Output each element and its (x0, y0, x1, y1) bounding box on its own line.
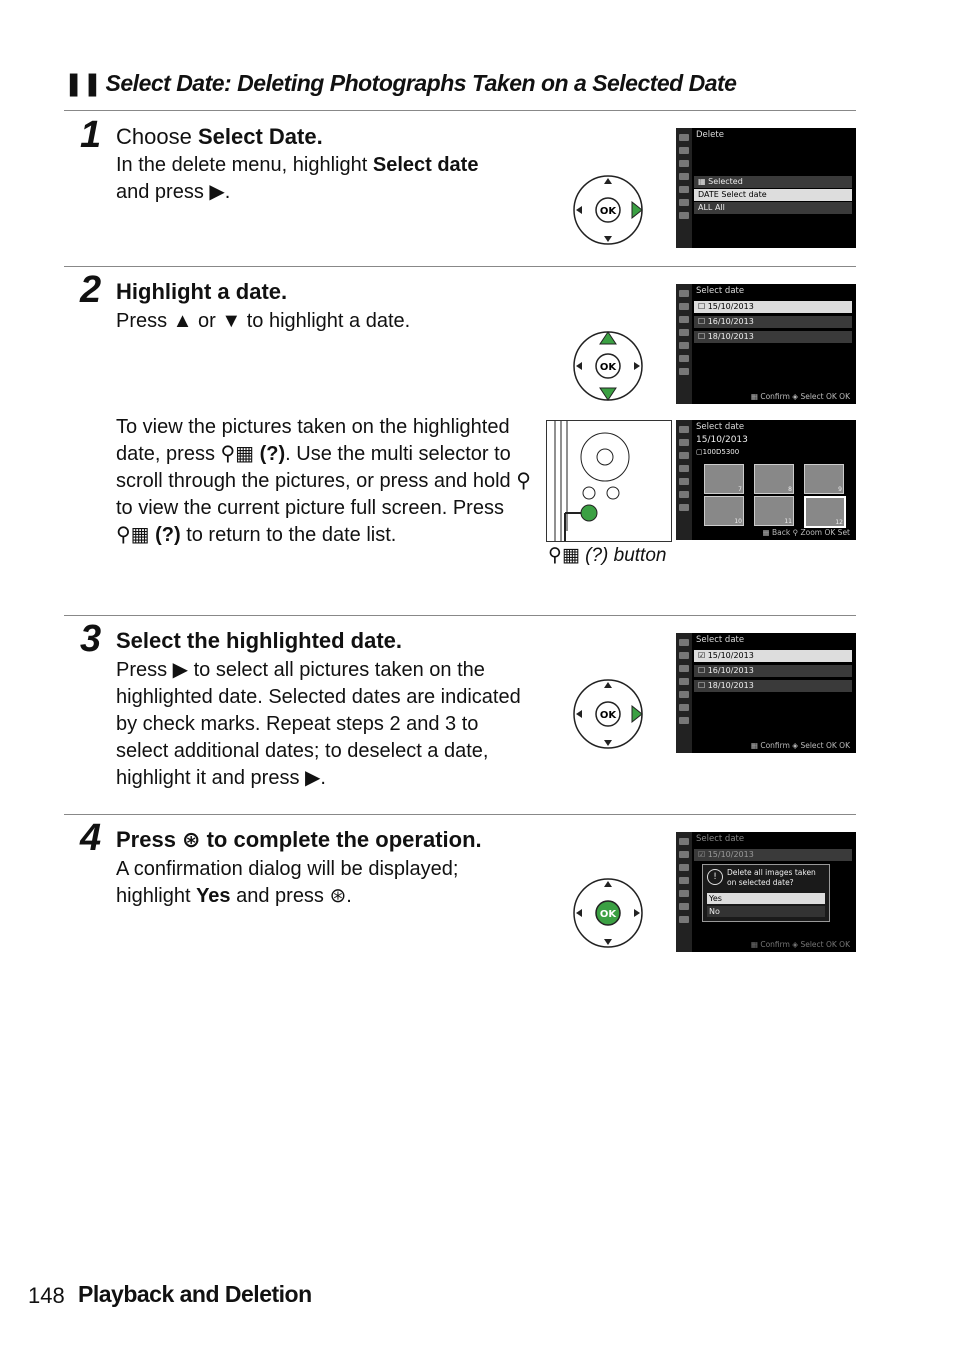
step-4-text: A confirmation dialog will be displayed; highlight Yes and press ⊛. (116, 858, 459, 907)
menu-tab-icons (676, 128, 692, 248)
ok-label: OK (599, 710, 617, 721)
lcd-date-row: ☐ 16/10/2013 (694, 316, 852, 328)
page-number: 148 (28, 1283, 65, 1308)
step-1-title-prefix: Choose (116, 124, 198, 149)
lcd-select-date-list (676, 284, 856, 404)
multi-selector-right-icon (572, 678, 644, 750)
step-1-text-c: and press ▶. (116, 181, 231, 203)
step-1-text-b: Select date (372, 154, 479, 176)
warning-icon: ! (707, 869, 723, 885)
section-title: Select Date: Deleting Photographs Taken on a Selected Date (105, 70, 737, 96)
lcd-footer: ▦ Confirm ◈ Select OK OK (750, 741, 850, 750)
menu-tab-icons (676, 832, 692, 952)
lcd-title: Select date (696, 834, 745, 844)
multi-selector-right-icon (572, 174, 644, 246)
lcd-date: 15/10/2013 (696, 435, 748, 445)
dialog-message: Delete all images taken on selected date? (727, 868, 816, 887)
lcd-date-row: ☐ 16/10/2013 (694, 665, 852, 677)
step-1-title (116, 124, 323, 150)
divider (64, 110, 856, 111)
lcd-date-row: ☐ 18/10/2013 (694, 331, 852, 343)
lcd-confirm-dialog (676, 832, 856, 952)
step-3-number: 3 (80, 618, 102, 660)
multi-selector-up-down-icon (572, 330, 644, 402)
lcd-footer: ▦ Back ⚲ Zoom OK Set (762, 528, 850, 537)
step-3-title: Select the highlighted date. (116, 628, 403, 653)
thumbnail: 11 (754, 496, 794, 526)
menu-tab-icons (676, 284, 692, 404)
step-1-title-bold: Select Date. (197, 124, 323, 149)
step-2-text: Press ▲ or ▼ to highlight a date. (116, 310, 411, 332)
dialog-yes-option[interactable]: Yes (707, 893, 825, 904)
lcd-thumbnail-view (676, 420, 856, 540)
button-caption: ⚲▦ (?) button (548, 545, 667, 566)
step-1-text-a: In the delete menu, highlight (116, 154, 373, 176)
ok-label: OK (599, 362, 617, 373)
lcd-row-selected: ▦ Selected (694, 176, 852, 188)
ok-label: OK (599, 909, 617, 920)
divider (64, 266, 856, 267)
section-heading (64, 70, 736, 97)
lcd-title: Select date (696, 422, 745, 432)
menu-tab-icons (676, 420, 692, 540)
dialog-no-option[interactable]: No (707, 906, 825, 917)
lcd-date-row: ☐ 15/10/2013 (694, 301, 852, 313)
section-mark: ❚❚ (64, 70, 102, 96)
thumbnail: 9 (804, 464, 844, 494)
thumbnail: 10 (704, 496, 744, 526)
step-1-text (116, 152, 536, 206)
camera-back-illustration (546, 420, 672, 542)
lcd-footer: ▦ Confirm ◈ Select OK OK (750, 392, 850, 401)
divider (64, 615, 856, 616)
lcd-delete-menu (676, 128, 856, 248)
menu-tab-icons (676, 633, 692, 753)
lcd-title: Select date (696, 635, 745, 645)
step-2-title: Highlight a date. (116, 279, 288, 304)
lcd-title: Select date (696, 286, 745, 296)
lcd-date-row: ☐ 18/10/2013 (694, 680, 852, 692)
step-3-text: Press ▶ to select all pictures taken on the highlighted date. Selected dates are indicated by check marks. Repeat steps 2 and 3 to select additional dates; to deselect a date, highlight it and press ▶. (116, 659, 521, 789)
lcd-folder: ▢100D5300 (696, 448, 740, 456)
lcd-row-select-date: DATE Select date (694, 189, 852, 201)
thumbnail-selected: 12 (804, 496, 846, 528)
lcd-footer: ▦ Confirm ◈ Select OK OK (750, 940, 850, 949)
lcd-select-date-checked (676, 633, 856, 753)
lcd-row-all: ALL All (694, 202, 852, 214)
thumbnail: 8 (754, 464, 794, 494)
chapter-title: Playback and Deletion (78, 1281, 312, 1307)
step-4-title: Press ⊛ to complete the operation. (116, 827, 482, 852)
lcd-date-row-checked: ☑ 15/10/2013 (694, 650, 852, 662)
step-4-number: 4 (80, 817, 102, 859)
lcd-date-row-checked: ☑ 15/10/2013 (694, 849, 852, 861)
ok-label: OK (599, 206, 617, 217)
step-2-number: 2 (80, 269, 102, 311)
step-2-text-2: To view the pictures taken on the highlighted date, press ⚲▦ (?). Use the multi selector to scroll through the pictures, or press and hold ⚲ to view the current picture full screen. Press ⚲▦ (?) to return to the date list. (116, 416, 531, 546)
lcd-title: Delete (696, 130, 724, 140)
divider (64, 814, 856, 815)
thumbnail: 7 (704, 464, 744, 494)
multi-selector-ok-icon (572, 877, 644, 949)
confirm-dialog (702, 864, 830, 922)
step-1-number: 1 (80, 114, 102, 156)
